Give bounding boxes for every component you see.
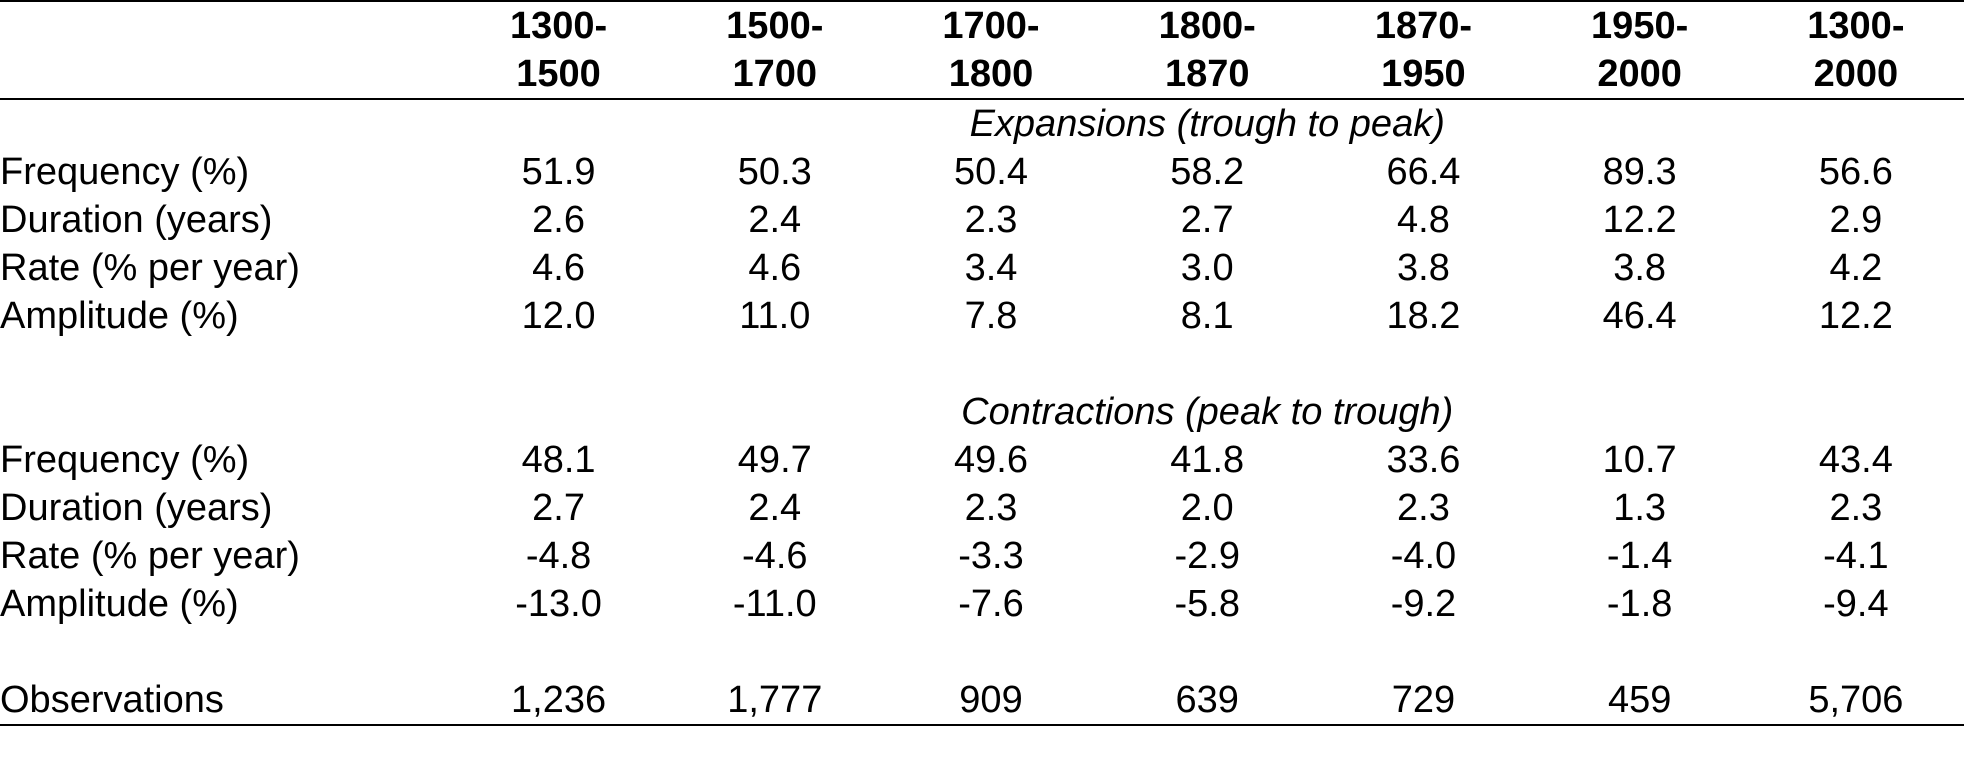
contractions-section-title: Contractions (peak to trough) [961, 391, 1454, 433]
period-header: 1300- 1500 [450, 1, 666, 99]
table-row [0, 292, 1964, 340]
table-cell: 2.3 [964, 199, 1018, 241]
table-row [0, 148, 1964, 196]
table-cell: -2.9 [1174, 535, 1240, 577]
table-cell: -13.0 [515, 583, 602, 625]
section-title-row [0, 388, 1964, 436]
section-title-row [0, 99, 1964, 148]
table-cell: -4.0 [1390, 535, 1457, 577]
table-cell: 2.4 [748, 487, 802, 529]
table-cell: 2.4 [748, 199, 802, 241]
table-cell: 33.6 [1386, 439, 1461, 481]
table-cell: 909 [883, 676, 1099, 725]
table-cell: 4.6 [748, 247, 802, 289]
row-label: Amplitude (%) [0, 583, 239, 625]
table-cell: -1.4 [1606, 535, 1673, 577]
table-cell: -1.8 [1606, 583, 1673, 625]
period-header-row [0, 1, 1964, 99]
table-cell: 7.8 [964, 295, 1018, 337]
period-header: 1300- 2000 [1748, 1, 1964, 99]
table-cell: 56.6 [1818, 151, 1893, 193]
table-cell: 46.4 [1602, 295, 1677, 337]
row-label: Duration (years) [0, 487, 273, 529]
row-label: Duration (years) [0, 199, 273, 241]
table-cell: 639 [1099, 676, 1315, 725]
table-cell: 50.4 [954, 151, 1028, 193]
expansions-section-title: Expansions (trough to peak) [969, 103, 1445, 145]
observations-row [0, 676, 1964, 725]
table-cell: 2.7 [532, 487, 585, 529]
table-cell: -4.1 [1823, 535, 1889, 577]
row-label: Rate (% per year) [0, 247, 300, 289]
row-label: Frequency (%) [0, 439, 250, 481]
table-cell: 729 [1315, 676, 1531, 725]
table-cell: 12.0 [521, 295, 596, 337]
spacer-row [0, 340, 1964, 388]
table-cell: 3.0 [1180, 247, 1234, 289]
period-header: 1700- 1800 [883, 1, 1099, 99]
header-corner [0, 1, 450, 99]
table-cell: 49.6 [954, 439, 1028, 481]
table-cell: 58.2 [1170, 151, 1245, 193]
table-cell: -4.6 [742, 535, 808, 577]
table-cell: 8.1 [1180, 295, 1234, 337]
table-cell: 3.8 [1613, 247, 1667, 289]
table-cell: -4.8 [525, 535, 592, 577]
table-cell: 3.4 [964, 247, 1018, 289]
table-cell: 10.7 [1602, 439, 1677, 481]
table-cell: -11.0 [732, 583, 817, 625]
table-cell: 43.4 [1818, 439, 1893, 481]
row-label: Observations [0, 676, 450, 725]
table-row [0, 436, 1964, 484]
table-cell: 12.2 [1818, 295, 1893, 337]
table-cell: -9.2 [1390, 583, 1457, 625]
table-cell: 12.2 [1602, 199, 1677, 241]
table-row [0, 196, 1964, 244]
table-cell: -9.4 [1823, 583, 1889, 625]
table-cell: 2.0 [1180, 487, 1234, 529]
table-cell: -5.8 [1174, 583, 1240, 625]
period-header: 1870- 1950 [1315, 1, 1531, 99]
table-cell: 2.9 [1829, 199, 1883, 241]
table-cell: 2.6 [532, 199, 585, 241]
spacer-row [0, 628, 1964, 676]
table-cell: 2.3 [1829, 487, 1883, 529]
table-cell: -3.3 [958, 535, 1024, 577]
table-cell: 2.3 [1397, 487, 1450, 529]
table-cell: 3.8 [1397, 247, 1450, 289]
table-cell: 4.2 [1829, 247, 1883, 289]
table-cell: -7.6 [958, 583, 1024, 625]
table-cell: 1,236 [450, 676, 666, 725]
row-label: Frequency (%) [0, 151, 250, 193]
row-label: Rate (% per year) [0, 535, 300, 577]
period-header: 1800- 1870 [1099, 1, 1315, 99]
table-cell: 459 [1532, 676, 1748, 725]
table-cell: 2.7 [1180, 199, 1234, 241]
table-cell: 5,706 [1748, 676, 1964, 725]
period-header: 1950- 2000 [1532, 1, 1748, 99]
table-cell: 18.2 [1386, 295, 1461, 337]
row-label: Amplitude (%) [0, 295, 239, 337]
table-cell: 49.7 [737, 439, 812, 481]
table-cell: 1.3 [1613, 487, 1667, 529]
period-header: 1500- 1700 [667, 1, 883, 99]
table-cell: 41.8 [1170, 439, 1245, 481]
table-cell: 4.6 [532, 247, 585, 289]
table-row [0, 532, 1964, 580]
table-cell: 50.3 [737, 151, 812, 193]
table-cell: 48.1 [521, 439, 596, 481]
table-cell: 1,777 [667, 676, 883, 725]
table-cell: 51.9 [521, 151, 596, 193]
table-row [0, 484, 1964, 532]
table-cell: 11.0 [739, 295, 811, 337]
table-cell: 4.8 [1397, 199, 1450, 241]
table-row [0, 580, 1964, 628]
table-cell: 89.3 [1602, 151, 1677, 193]
table-cell: 2.3 [964, 487, 1018, 529]
table-cell: 66.4 [1386, 151, 1461, 193]
table-row [0, 244, 1964, 292]
